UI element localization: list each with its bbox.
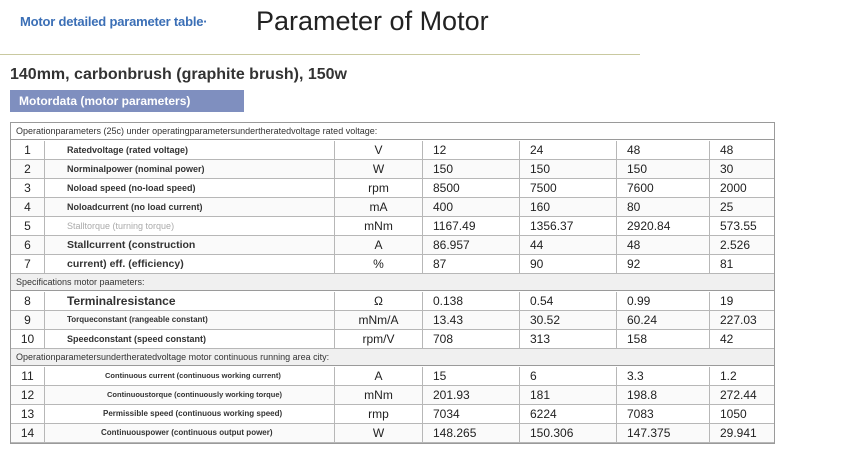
row-description: Torqueconstant (rangeable constant) xyxy=(45,311,335,329)
value-cell: 80 xyxy=(617,198,710,216)
row-number: 12 xyxy=(11,386,45,404)
row-description: Continuouspower (continuous output power) xyxy=(45,424,335,442)
value-cell: 6 xyxy=(520,367,617,385)
row-number: 14 xyxy=(11,424,45,442)
row-unit: mA xyxy=(335,198,423,216)
value-cell: 12 xyxy=(423,141,520,159)
row-unit: rpm xyxy=(335,179,423,197)
value-cell: 15 xyxy=(423,367,520,385)
value-cell: 150 xyxy=(617,160,710,178)
value-cell: 7600 xyxy=(617,179,710,197)
row-number: 4 xyxy=(11,198,45,216)
table-row xyxy=(11,236,774,255)
row-number: 6 xyxy=(11,236,45,254)
value-cell: 1.2 xyxy=(720,369,737,383)
value-cell: 7500 xyxy=(520,179,617,197)
value-cell: 148.265 xyxy=(423,424,520,442)
value-cell: 201.93 xyxy=(423,386,520,404)
value-cell: 400 xyxy=(423,198,520,216)
row-description: Continuoustorque (continuously working torque) xyxy=(45,386,335,404)
row-unit: rpm/V xyxy=(335,330,423,348)
row-unit: W xyxy=(335,160,423,178)
value-cell: 6224 xyxy=(520,405,617,423)
row-unit: Ω xyxy=(335,292,423,310)
value-cell: 60.24 xyxy=(617,311,710,329)
value-cell: 30 xyxy=(720,162,734,176)
row-unit: V xyxy=(335,141,423,159)
value-cell: 44 xyxy=(520,236,617,254)
row-number: 13 xyxy=(11,405,45,423)
table-row xyxy=(11,311,774,330)
table-row xyxy=(11,367,774,386)
value-cell: 30.52 xyxy=(520,311,617,329)
value-cell: 573.55 xyxy=(720,219,757,233)
value-cell: 227.03 xyxy=(720,313,757,327)
value-cell: 48 xyxy=(617,141,710,159)
header-small-title: Motor detailed parameter table· xyxy=(20,14,208,29)
value-cell: 272.44 xyxy=(720,388,757,402)
value-cell: 1356.37 xyxy=(520,217,617,235)
parameter-table xyxy=(10,122,775,444)
value-cell: 1167.49 xyxy=(423,217,520,235)
row-unit: mNm/A xyxy=(335,311,423,329)
row-number: 1 xyxy=(11,141,45,159)
value-cell: 48 xyxy=(617,236,710,254)
value-cell: 0.99 xyxy=(617,292,710,310)
row-number: 9 xyxy=(11,311,45,329)
row-unit: mNm xyxy=(335,386,423,404)
value-cell: 7034 xyxy=(423,405,520,423)
table-row xyxy=(11,424,774,443)
row-description: Stallcurrent (construction xyxy=(45,236,335,254)
row-number: 7 xyxy=(11,255,45,273)
value-cell: 92 xyxy=(617,255,710,273)
page-title: Parameter of Motor xyxy=(256,6,489,36)
value-cell: 708 xyxy=(423,330,520,348)
value-cell: 198.8 xyxy=(617,386,710,404)
value-cell: 150 xyxy=(520,160,617,178)
row-unit: A xyxy=(335,367,423,385)
table-row xyxy=(11,405,774,424)
table-row xyxy=(11,160,774,179)
value-cell: 147.375 xyxy=(617,424,710,442)
table-row xyxy=(11,179,774,198)
value-cell: 7083 xyxy=(617,405,710,423)
row-number: 3 xyxy=(11,179,45,197)
row-number: 11 xyxy=(11,367,45,385)
value-cell: 3.3 xyxy=(617,367,710,385)
value-cell: 24 xyxy=(520,141,617,159)
table-section-heading: Operationparametersundertheratedvoltage motor continuous running area city: xyxy=(11,349,774,366)
table-section-heading: Operationparameters (25c) under operatingparametersundertheratedvoltage rated voltage: xyxy=(11,123,774,140)
value-cell: 2.526 xyxy=(720,238,751,252)
table-row xyxy=(11,255,774,274)
value-cell: 48 xyxy=(720,143,734,157)
value-cell: 19 xyxy=(720,294,734,308)
value-cell: 25 xyxy=(720,200,734,214)
value-cell: 2000 xyxy=(720,181,747,195)
table-section-heading: Specifications motor paameters: xyxy=(11,274,774,291)
value-cell: 150 xyxy=(423,160,520,178)
row-unit: W xyxy=(335,424,423,442)
row-unit: A xyxy=(335,236,423,254)
value-cell: 29.941 xyxy=(720,426,757,440)
value-cell: 13.43 xyxy=(423,311,520,329)
row-unit: mNm xyxy=(335,217,423,235)
value-cell: 181 xyxy=(520,386,617,404)
value-cell: 87 xyxy=(423,255,520,273)
value-cell: 150.306 xyxy=(520,424,617,442)
row-description: Noload speed (no-load speed) xyxy=(45,179,335,197)
table-row xyxy=(11,386,774,405)
row-description: Noloadcurrent (no load current) xyxy=(45,198,335,216)
value-cell: 90 xyxy=(520,255,617,273)
row-description: Ratedvoltage (rated voltage) xyxy=(45,141,335,159)
row-description: Stalltorque (turning torque) xyxy=(45,217,335,235)
section-banner: Motordata (motor parameters) xyxy=(10,90,244,112)
table-row xyxy=(11,217,774,236)
table-row xyxy=(11,330,774,349)
row-unit: rmp xyxy=(335,405,423,423)
row-description: Terminalresistance xyxy=(45,292,335,310)
value-cell: 0.138 xyxy=(423,292,520,310)
row-description: Permissible speed (continuous working speed) xyxy=(45,405,335,423)
row-description: Norminalpower (nominal power) xyxy=(45,160,335,178)
value-cell: 160 xyxy=(520,198,617,216)
row-number: 5 xyxy=(11,217,45,235)
row-description: current) eff. (efficiency) xyxy=(45,255,335,273)
row-number: 2 xyxy=(11,160,45,178)
table-row xyxy=(11,292,774,311)
row-unit: % xyxy=(335,255,423,273)
value-cell: 1050 xyxy=(720,407,747,421)
value-cell: 81 xyxy=(720,257,734,271)
value-cell: 42 xyxy=(720,332,734,346)
row-number: 10 xyxy=(11,330,45,348)
row-description: Speedconstant (speed constant) xyxy=(45,330,335,348)
page-header xyxy=(0,0,640,55)
value-cell: 2920.84 xyxy=(617,217,710,235)
product-subtitle: 140mm, carbonbrush (graphite brush), 150w xyxy=(10,66,347,83)
row-number: 8 xyxy=(11,292,45,310)
value-cell: 0.54 xyxy=(520,292,617,310)
table-row xyxy=(11,141,774,160)
row-description: Continuous current (continuous working current) xyxy=(45,367,335,385)
table-row xyxy=(11,198,774,217)
value-cell: 313 xyxy=(520,330,617,348)
value-cell: 8500 xyxy=(423,179,520,197)
value-cell: 158 xyxy=(617,330,710,348)
value-cell: 86.957 xyxy=(423,236,520,254)
